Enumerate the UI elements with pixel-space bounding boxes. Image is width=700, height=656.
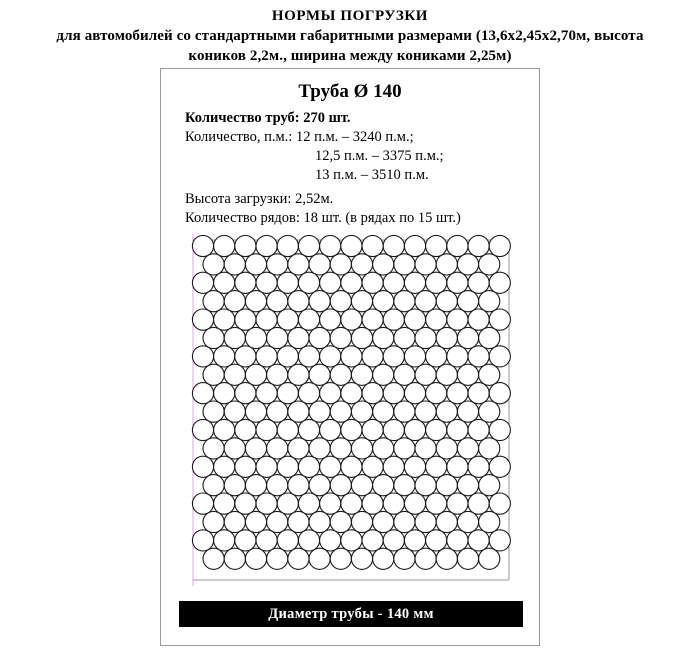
pipe-circle (341, 235, 362, 256)
pipe-circle (288, 548, 309, 569)
pipe-circle (373, 254, 394, 275)
pipe-circle (479, 475, 500, 496)
pipe-circle (447, 456, 468, 477)
pipe-circle (224, 327, 245, 348)
diameter-footer-bar: Диаметр трубы - 140 мм (179, 601, 523, 627)
pipe-circle (288, 254, 309, 275)
pipe-circle (267, 438, 288, 459)
pipe-circle (447, 309, 468, 330)
pipe-circle (298, 419, 319, 440)
pipe-circle (394, 254, 415, 275)
pipe-circle (298, 456, 319, 477)
pipe-circle (309, 254, 330, 275)
pipe-circle (426, 272, 447, 293)
pipe-circle (235, 235, 256, 256)
pipe-circle (426, 419, 447, 440)
pipe-circle (394, 327, 415, 348)
pipe-circle (415, 291, 436, 312)
pipe-circle (224, 548, 245, 569)
pipe-circle (479, 291, 500, 312)
pipe-circle (192, 346, 213, 367)
pipe-circle (235, 456, 256, 477)
pipe-circle (256, 456, 277, 477)
pipe-circle (309, 475, 330, 496)
pipe-circle (383, 383, 404, 404)
pipe-circle (447, 235, 468, 256)
pipe-circle (373, 291, 394, 312)
pipe-circle (224, 401, 245, 422)
pipe-circle (214, 530, 235, 551)
pipe-circle (341, 309, 362, 330)
pipe-circle (224, 511, 245, 532)
pipe-circle (351, 438, 372, 459)
pipe-circle (203, 254, 224, 275)
pipe-circle (362, 456, 383, 477)
pipe-circle (373, 511, 394, 532)
spec-pipe-count: Количество труб: 270 шт. (185, 110, 351, 126)
pipe-circle (447, 493, 468, 514)
pipe-circle (415, 364, 436, 385)
pipe-circle (298, 272, 319, 293)
pipe-circle (404, 456, 425, 477)
pipe-circle (341, 530, 362, 551)
pipe-circle (426, 346, 447, 367)
pipe-circle (479, 364, 500, 385)
pipe-circle (489, 419, 510, 440)
pipe-circle (479, 548, 500, 569)
pipe-circle (468, 309, 489, 330)
pipe-circle (383, 530, 404, 551)
pipe-circle (256, 309, 277, 330)
pipe-circle (415, 438, 436, 459)
pipe-circle (277, 419, 298, 440)
pipe-circle (330, 511, 351, 532)
pipe-circle (341, 272, 362, 293)
pipe-circle (426, 309, 447, 330)
pipe-circle (267, 401, 288, 422)
pipe-circle (320, 419, 341, 440)
page-subtitle-line-2: коников 2,2м., ширина между кониками 2,25м) (188, 48, 512, 64)
pipe-circle (192, 272, 213, 293)
pipe-circle (330, 548, 351, 569)
pipe-circle (383, 346, 404, 367)
pipe-circle (373, 475, 394, 496)
pipe-circle (447, 530, 468, 551)
pipe-circle (203, 511, 224, 532)
pipe-circle (277, 309, 298, 330)
pipe-circle (224, 291, 245, 312)
pipe-circle (373, 401, 394, 422)
pipe-circle (256, 383, 277, 404)
spec-length-125: 12,5 п.м. – 3375 п.м.; (315, 148, 444, 164)
pipe-circle (203, 475, 224, 496)
pipe-circle (436, 511, 457, 532)
pipe-circle (404, 272, 425, 293)
pipe-circle (362, 346, 383, 367)
pipe-circle (256, 530, 277, 551)
pipe-circle (309, 291, 330, 312)
spec-list (161, 109, 539, 228)
pipe-circle (320, 346, 341, 367)
pipe-circle (404, 493, 425, 514)
pipe-circle (362, 383, 383, 404)
page-title: НОРМЫ ПОГРУЗКИ (271, 8, 429, 24)
pipe-circle (267, 254, 288, 275)
pipe-circle (330, 327, 351, 348)
pipe-circle (192, 383, 213, 404)
pipe-circles-group (192, 235, 510, 569)
pipe-circle (203, 291, 224, 312)
pipe-circle (320, 530, 341, 551)
pipe-circle (235, 272, 256, 293)
pipe-circle (214, 346, 235, 367)
pipe-circle (256, 419, 277, 440)
pipe-circle (479, 401, 500, 422)
pipe-circle (479, 327, 500, 348)
pipe-circle (235, 309, 256, 330)
pipe-circle (436, 254, 457, 275)
pipe-circle (224, 438, 245, 459)
pipe-circle (192, 493, 213, 514)
pipe-circle (447, 346, 468, 367)
pipe-circle (394, 401, 415, 422)
pipe-circle (277, 383, 298, 404)
pipe-circle (394, 548, 415, 569)
pipe-circle (415, 475, 436, 496)
pipe-circle (457, 364, 478, 385)
pipe-circle (288, 327, 309, 348)
spec-rows-count: Количество рядов: 18 шт. (в рядах по 15 шт.) (185, 210, 461, 226)
pipe-circle (362, 272, 383, 293)
pipe-circle (245, 438, 266, 459)
pipe-circle (489, 235, 510, 256)
pipe-circle (351, 291, 372, 312)
pipe-circle (394, 291, 415, 312)
pipe-circle (341, 493, 362, 514)
pipe-circle (341, 419, 362, 440)
pipe-circle (245, 291, 266, 312)
pipe-circle (457, 327, 478, 348)
pipe-circle (192, 309, 213, 330)
pipe-circle (436, 364, 457, 385)
pipe-circle (447, 383, 468, 404)
pipe-circle (320, 235, 341, 256)
pipe-circle (489, 493, 510, 514)
pipe-circle (192, 530, 213, 551)
pipe-circle (436, 327, 457, 348)
pipe-circle (362, 309, 383, 330)
pipe-circle (468, 235, 489, 256)
pipe-circle (436, 291, 457, 312)
pipe-circle (288, 401, 309, 422)
pipe-circle (383, 272, 404, 293)
pipe-circle (298, 383, 319, 404)
pipe-circle (309, 364, 330, 385)
pipe-circle (415, 401, 436, 422)
pipe-circle (468, 456, 489, 477)
pipe-circle (383, 456, 404, 477)
pipe-circle (404, 235, 425, 256)
pipe-circle (235, 346, 256, 367)
pipe-circle (404, 419, 425, 440)
pipe-circle (489, 456, 510, 477)
pipe-circle (415, 254, 436, 275)
pipe-circle (267, 291, 288, 312)
pipe-circle (373, 438, 394, 459)
pipe-circle (330, 475, 351, 496)
pipe-circle (415, 548, 436, 569)
pipe-circle (267, 364, 288, 385)
pipe-circle (245, 548, 266, 569)
pipe-circle (457, 511, 478, 532)
pipe-circle (383, 235, 404, 256)
pipe-circle (298, 309, 319, 330)
pipe-circle (373, 364, 394, 385)
pipe-circle (245, 364, 266, 385)
pipe-circle (447, 419, 468, 440)
pipe-circle (415, 511, 436, 532)
pipe-circle (192, 419, 213, 440)
pipe-circle (288, 475, 309, 496)
pipe-circle (235, 530, 256, 551)
pipe-stack-diagram (189, 234, 514, 586)
pipe-circle (235, 383, 256, 404)
pipe-circle (214, 493, 235, 514)
pipe-circle (277, 235, 298, 256)
pipe-circle (267, 475, 288, 496)
pipe-spec-card (160, 68, 540, 646)
pipe-circle (309, 327, 330, 348)
pipe-circle (341, 383, 362, 404)
pipe-circle (192, 235, 213, 256)
pipe-circle (235, 419, 256, 440)
pipe-circle (214, 383, 235, 404)
pipe-circle (320, 456, 341, 477)
pipe-circle (203, 438, 224, 459)
pipe-circle (436, 401, 457, 422)
pipe-circle (330, 364, 351, 385)
pipe-circle (351, 511, 372, 532)
pipe-circle (383, 419, 404, 440)
pipe-circle (245, 254, 266, 275)
pipe-circle (256, 346, 277, 367)
pipe-circle (341, 346, 362, 367)
pipe-circle (489, 346, 510, 367)
pipe-circle (245, 475, 266, 496)
pipe-circle (320, 493, 341, 514)
pipe-circle (457, 291, 478, 312)
pipe-circle (224, 475, 245, 496)
pipe-circle (383, 309, 404, 330)
pipe-stack-svg (189, 234, 514, 586)
pipe-circle (394, 475, 415, 496)
pipe-circle (330, 291, 351, 312)
pipe-circle (235, 493, 256, 514)
pipe-circle (479, 254, 500, 275)
pipe-circle (447, 272, 468, 293)
pipe-circle (203, 548, 224, 569)
pipe-circle (404, 530, 425, 551)
pipe-circle (362, 419, 383, 440)
pipe-circle (394, 364, 415, 385)
pipe-circle (224, 254, 245, 275)
pipe-circle (203, 364, 224, 385)
pipe-circle (214, 272, 235, 293)
pipe-circle (245, 401, 266, 422)
pipe-circle (277, 456, 298, 477)
pipe-circle (436, 548, 457, 569)
pipe-circle (214, 419, 235, 440)
pipe-circle (404, 309, 425, 330)
pipe-circle (192, 456, 213, 477)
pipe-circle (383, 493, 404, 514)
spec-length-12: Количество, п.м.: 12 п.м. – 3240 п.м.; (185, 129, 414, 145)
pipe-circle (256, 235, 277, 256)
pipe-circle (489, 309, 510, 330)
pipe-circle (373, 327, 394, 348)
pipe-circle (245, 327, 266, 348)
pipe-circle (351, 327, 372, 348)
pipe-circle (457, 254, 478, 275)
pipe-circle (436, 438, 457, 459)
pipe-circle (330, 438, 351, 459)
pipe-circle (203, 401, 224, 422)
pipe-circle (468, 493, 489, 514)
pipe-circle (468, 530, 489, 551)
pipe-circle (267, 511, 288, 532)
pipe-circle (426, 456, 447, 477)
pipe-circle (256, 493, 277, 514)
pipe-circle (277, 530, 298, 551)
pipe-circle (214, 235, 235, 256)
pipe-circle (320, 383, 341, 404)
pipe-circle (203, 327, 224, 348)
pipe-circle (468, 419, 489, 440)
pipe-circle (320, 272, 341, 293)
pipe-circle (214, 456, 235, 477)
pipe-circle (457, 438, 478, 459)
pipe-circle (288, 291, 309, 312)
pipe-circle (309, 548, 330, 569)
pipe-circle (468, 346, 489, 367)
pipe-circle (479, 438, 500, 459)
pipe-circle (277, 346, 298, 367)
pipe-circle (362, 493, 383, 514)
pipe-circle (298, 530, 319, 551)
pipe-circle (394, 438, 415, 459)
pipe-circle (362, 235, 383, 256)
pipe-circle (426, 383, 447, 404)
card-title: Труба Ø 140 (298, 81, 402, 102)
page-subtitle-line-1: для автомобилей со стандартными габаритными размерами (13,6х2,45х2,70м, высота (56, 28, 644, 44)
pipe-circle (394, 511, 415, 532)
pipe-circle (277, 272, 298, 293)
pipe-circle (489, 383, 510, 404)
pipe-circle (309, 438, 330, 459)
pipe-circle (267, 548, 288, 569)
pipe-circle (457, 548, 478, 569)
pipe-circle (351, 401, 372, 422)
pipe-circle (436, 475, 457, 496)
pipe-circle (267, 327, 288, 348)
pipe-circle (298, 235, 319, 256)
pipe-circle (320, 309, 341, 330)
pipe-circle (362, 530, 383, 551)
pipe-circle (479, 511, 500, 532)
pipe-circle (214, 309, 235, 330)
pipe-circle (351, 548, 372, 569)
pipe-circle (245, 511, 266, 532)
pipe-circle (298, 493, 319, 514)
pipe-circle (351, 254, 372, 275)
pipe-circle (309, 511, 330, 532)
pipe-circle (351, 364, 372, 385)
pipe-circle (468, 272, 489, 293)
pipe-circle (373, 548, 394, 569)
pipe-circle (404, 383, 425, 404)
pipe-circle (489, 272, 510, 293)
pipe-circle (330, 401, 351, 422)
pipe-circle (457, 475, 478, 496)
pipe-circle (277, 493, 298, 514)
pipe-circle (426, 235, 447, 256)
pipe-circle (288, 364, 309, 385)
pipe-circle (330, 254, 351, 275)
pipe-circle (489, 530, 510, 551)
page-header (0, 0, 700, 66)
pipe-circle (288, 438, 309, 459)
pipe-circle (309, 401, 330, 422)
pipe-circle (426, 530, 447, 551)
pipe-circle (457, 401, 478, 422)
pipe-circle (341, 456, 362, 477)
pipe-circle (426, 493, 447, 514)
pipe-circle (298, 346, 319, 367)
spec-length-13: 13 п.м. – 3510 п.м. (315, 167, 429, 183)
pipe-circle (468, 383, 489, 404)
pipe-circle (256, 272, 277, 293)
pipe-circle (224, 364, 245, 385)
spec-load-height: Высота загрузки: 2,52м. (185, 191, 334, 207)
pipe-circle (351, 475, 372, 496)
pipe-circle (404, 346, 425, 367)
pipe-circle (288, 511, 309, 532)
pipe-circle (415, 327, 436, 348)
